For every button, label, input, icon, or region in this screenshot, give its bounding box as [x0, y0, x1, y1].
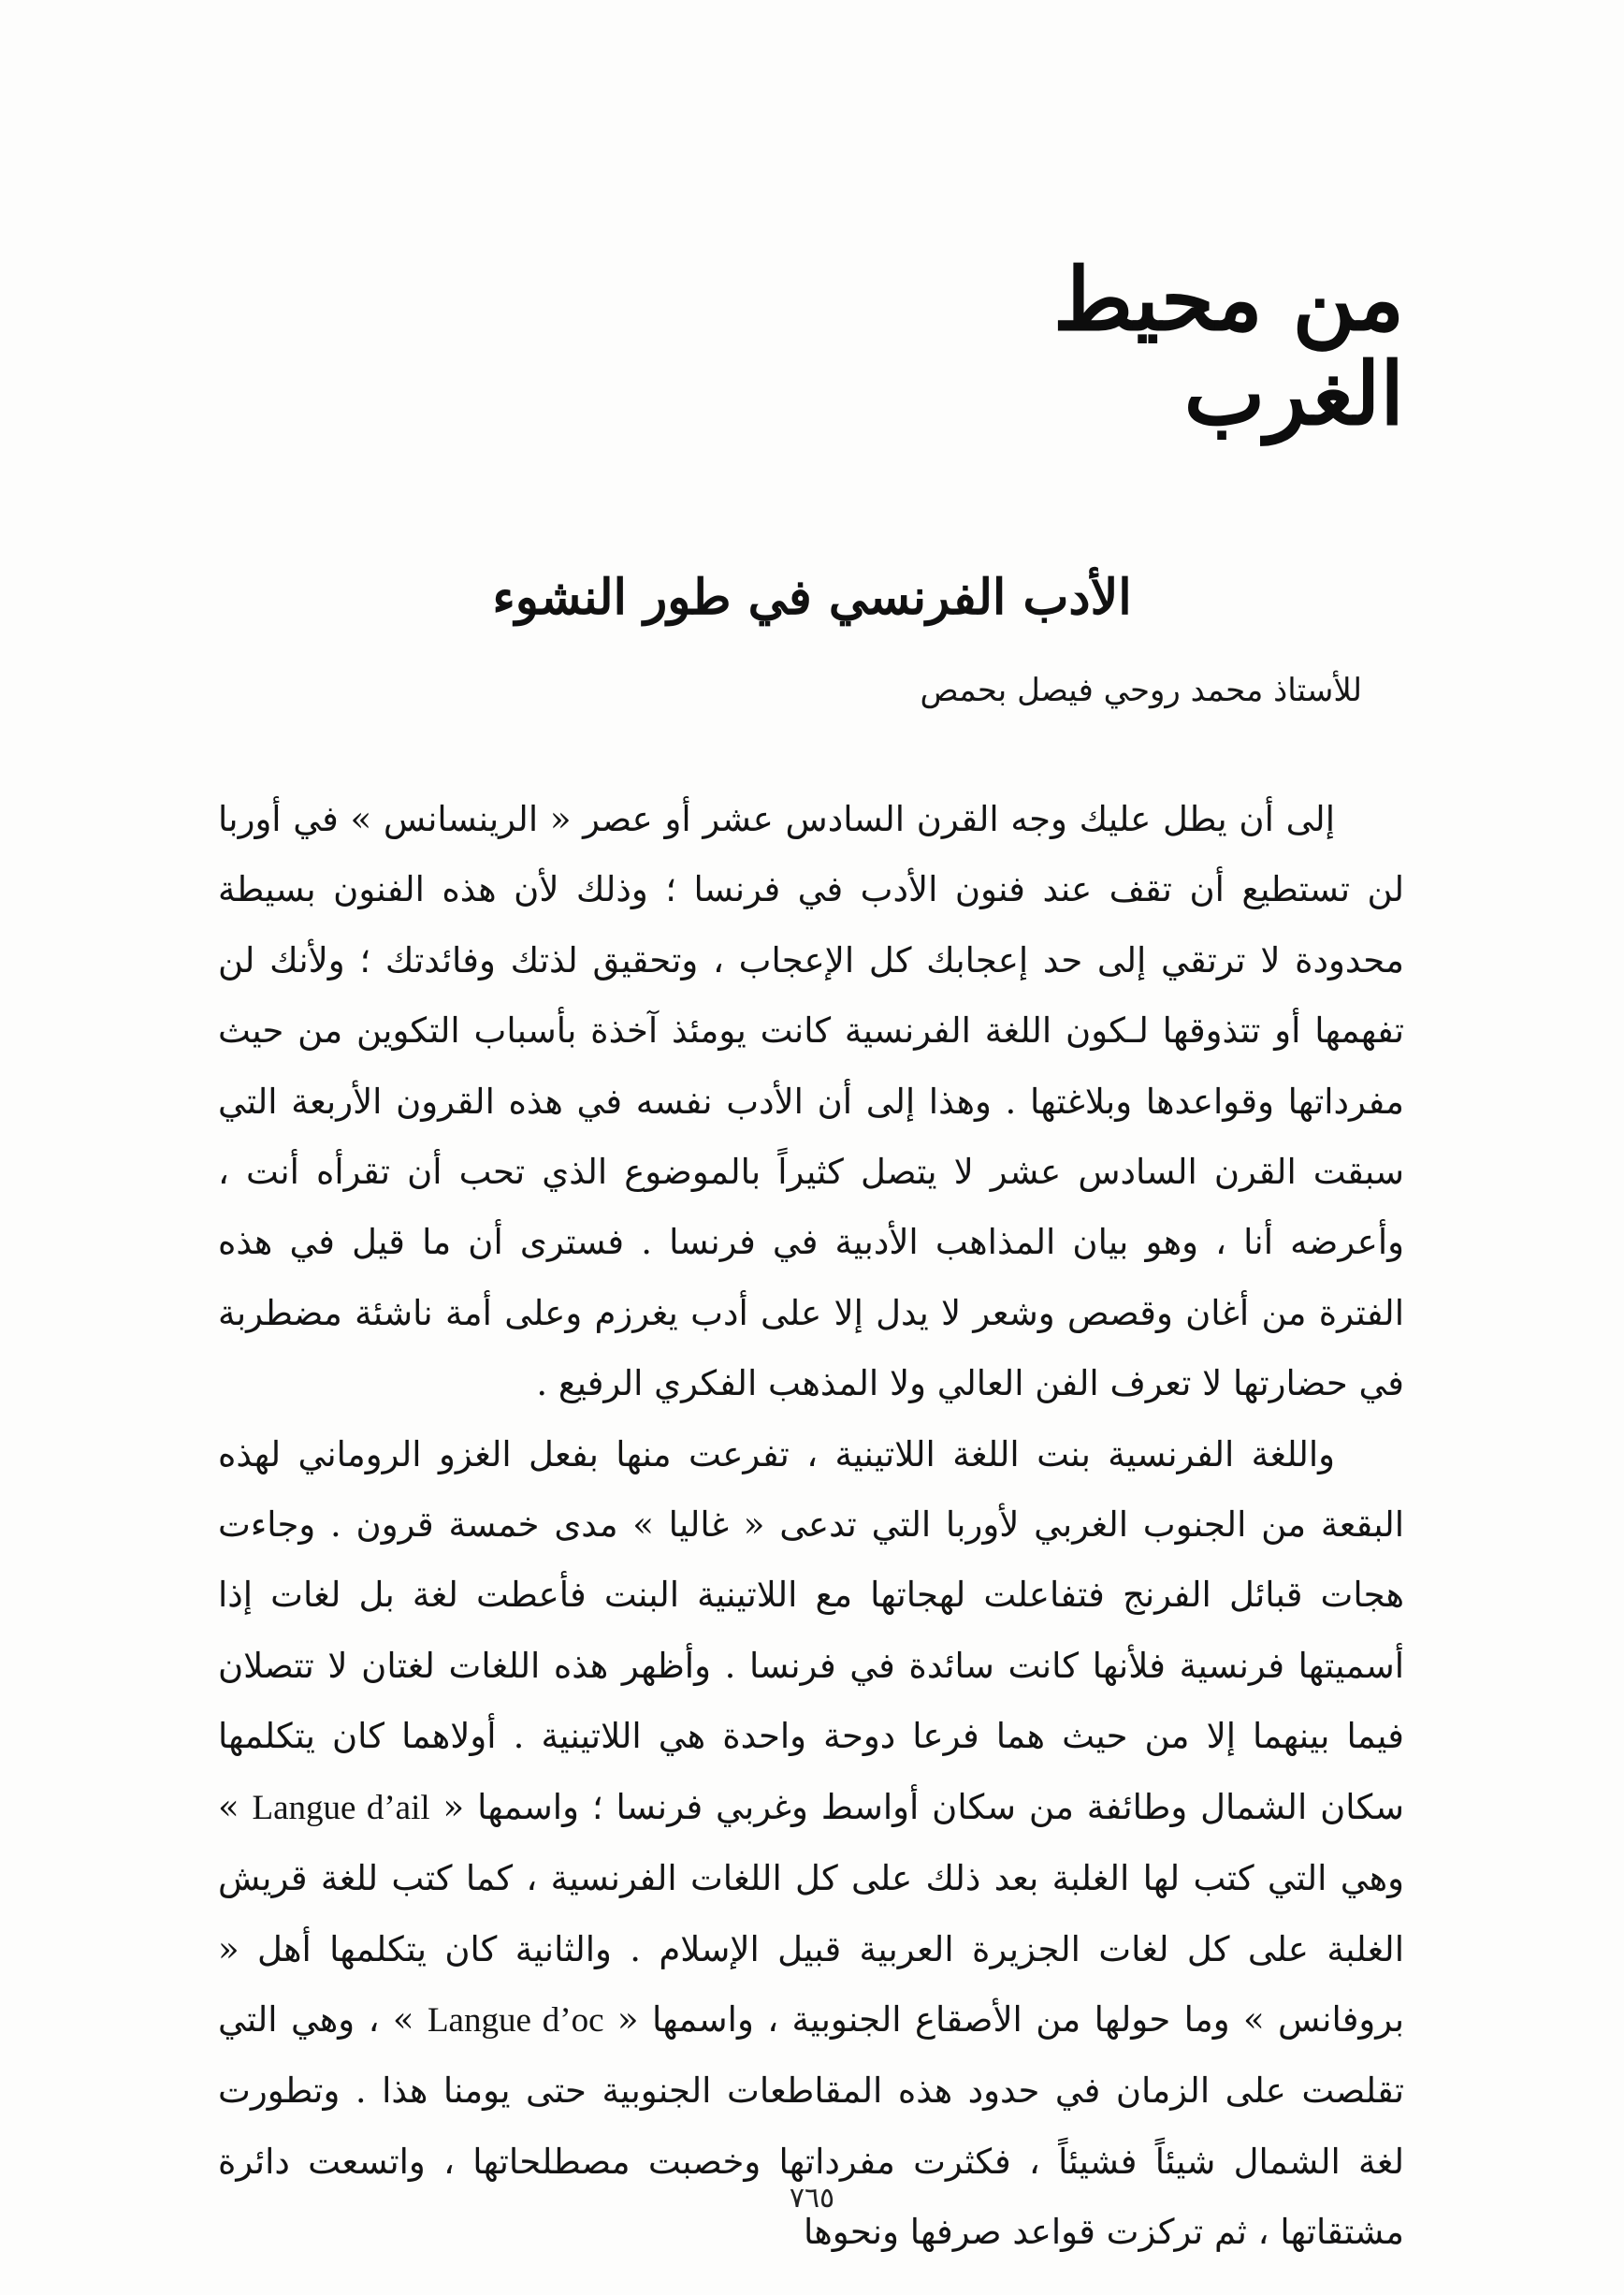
langue-ail-term: Langue d’ail	[252, 1788, 430, 1827]
article-body	[218, 784, 1404, 2268]
langue-oc-term: Langue d’oc	[427, 2000, 604, 2040]
paragraph-2-part-1: واللغة الفرنسية بنت اللغة اللاتينية ، تفرعت منها بفعل الغزو الروماني لهذه البقعة من الجنوب الغربي لأوربا التي تدعى « غاليا » مدى خمسة قرون . وجاءت هجات قبائل الفرنج فتفاعلت لهجاتها مع اللاتينية البنت فأعطت لغة بل لغات إذا أسميتها فرنسية فلأنها كانت سائدة في فرنسا . وأظهر هذه اللغات لغتان لا تتصلان فيما بينهما إلا من حيث هما فرعا دوحة واحدة هي اللاتينية . أولاهما كان يتكلمها سكان الشمال وطائفة من سكان أواسط وغربي فرنسا ؛ واسمها «	[218, 1433, 1405, 1827]
article-title: الأدب الفرنسي في طور النشوء	[492, 569, 1132, 626]
article-author: للأستاذ محمد روحي فيصل بحمص	[920, 672, 1362, 709]
paragraph-2-part-2: » وهي التي كتب لها الغلبة بعد ذلك على كل اللغات الفرنسية ، كما كتب للغة قريش الغلبة على كل لغات الجزيرة العربية قبيل الإسلام . والثانية كان يتكلمها أهل « بروفانس » وما حولها من الأصقاع الجنوبية ، واسمها «	[218, 1786, 1404, 2040]
paragraph-2-part-3: » ، وهي التي تقلصت على الزمان في حدود هذه المقاطعات الجنوبية حتى يومنا هذا . وتطورت لغة الشمال شيئاً فشيئاً ، فكثرت مفرداتها وخصبت مصطلحاتها ، واتسعت دائرة مشتقاتها ، ثم تركزت قواعد صرفها ونحوها	[218, 1998, 1404, 2253]
section-title: من محيط الغرب	[1052, 249, 1404, 445]
paragraph-1: إلى أن يطل عليك وجه القرن السادس عشر أو عصر « الرينسانس » في أوربا لن تستطيع أن تقف عند فنون الأدب في فرنسا ؛ وذلك لأن هذه الفنون بسيطة محدودة لا ترتقي إلى حد إعجابك كل الإعجاب ، وتحقيق لذتك وفائدتك ؛ ولأنك لن تفهمها أو تتذوقها لـكون اللغة الفرنسية كانت يومئذ آخذة بأسباب التكوين من حيث مفرداتها وقواعدها وبلاغتها . وهذا إلى أن الأدب نفسه في هذه القرون الأربعة التي سبقت القرن السادس عشر لا يتصل كثيراً بالموضوع الذي تحب أن تقرأه أنت ، وأعرضه أنا ، وهو بيان المذاهب الأدبية في فرنسا . فسترى أن ما قيل في هذه الفترة من أغان وقصص وشعر لا يدل إلا على أدب يغرزم وعلى أمة ناشئة مضطربة في حضارتها لا تعرف الفن العالي ولا المذهب الفكري الرفيع .	[218, 799, 1404, 1404]
page-number: ٧٦٥	[789, 2182, 835, 2215]
paragraph-2	[218, 1419, 1404, 2268]
